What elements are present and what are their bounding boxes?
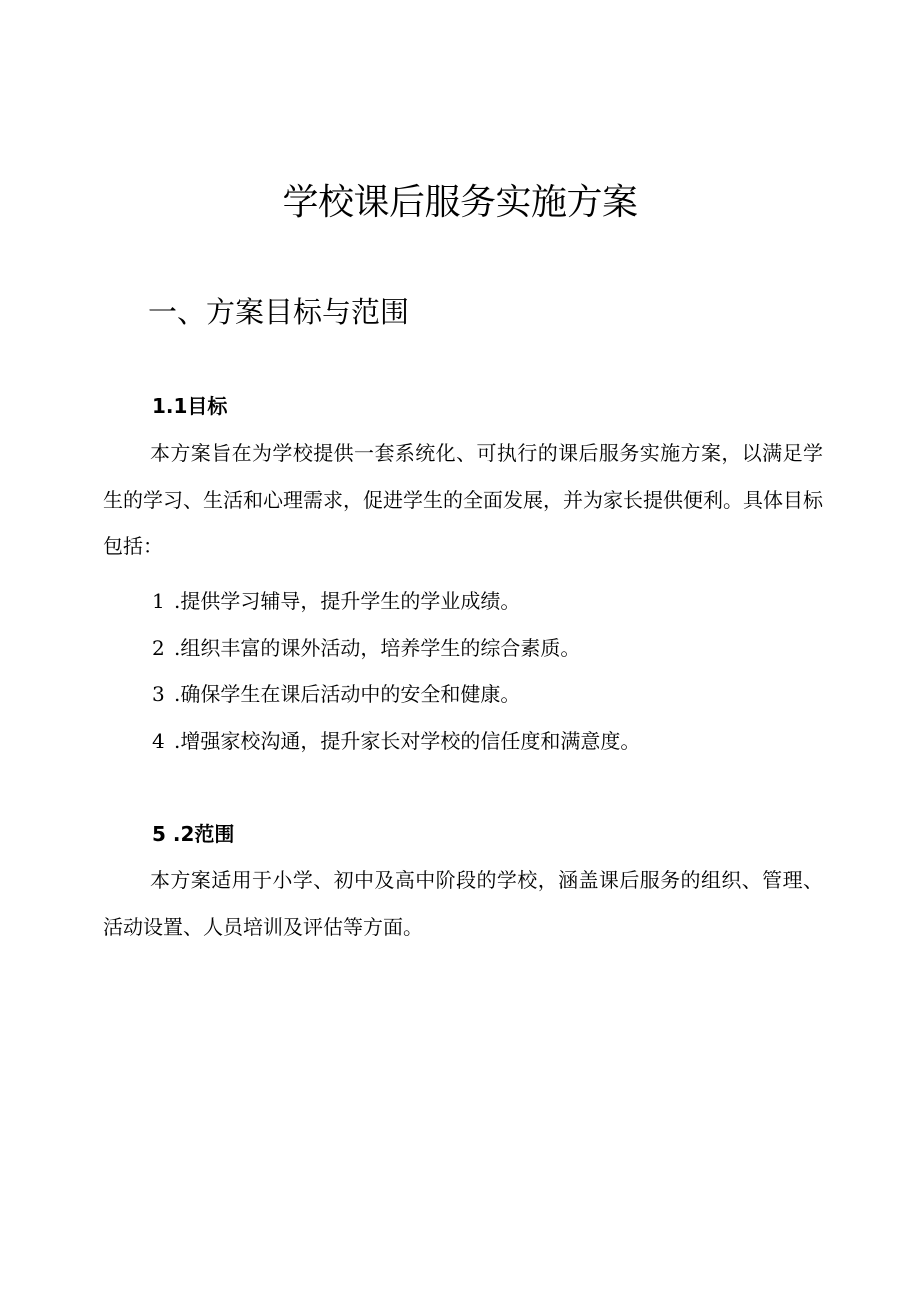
list-item-text: .增强家校沟通，提升家长对学校的信任度和满意度。 (174, 728, 641, 753)
list-item (152, 671, 640, 718)
goal-intro-paragraph: 本方案旨在为学校提供一套系统化、可执行的课后服务实施方案，以满足学生的学习、生活和心理需求，促进学生的全面发展，并为家长提供便利。具体目标包括： (103, 441, 823, 558)
list-item (152, 718, 640, 765)
list-item (152, 578, 640, 625)
section-heading-goals-scope: 一、方案目标与范围 (148, 295, 410, 329)
list-item-text: .组织丰富的课外活动，培养学生的综合素质。 (174, 635, 581, 660)
document-title: 学校课后服务实施方案 (282, 182, 638, 223)
subsection-heading-goal: 1.1目标 (152, 394, 228, 418)
list-item-text: .确保学生在课后活动中的安全和健康。 (174, 682, 521, 706)
subsection-heading-scope: 5 .2范围 (152, 822, 235, 846)
list-item-number: 1 (152, 589, 165, 613)
list-item-number: 4 (152, 728, 165, 753)
goal-list (152, 578, 640, 764)
list-item-text: .提供学习辅导，提升学生的学业成绩。 (174, 589, 521, 613)
list-item-number: 3 (152, 682, 165, 706)
list-item (152, 625, 640, 672)
scope-paragraph: 本方案适用于小学、初中及高中阶段的学校，涵盖课后服务的组织、管理、活动设置、人员培训及评估等方面。 (103, 868, 823, 939)
list-item-number: 2 (152, 635, 165, 660)
